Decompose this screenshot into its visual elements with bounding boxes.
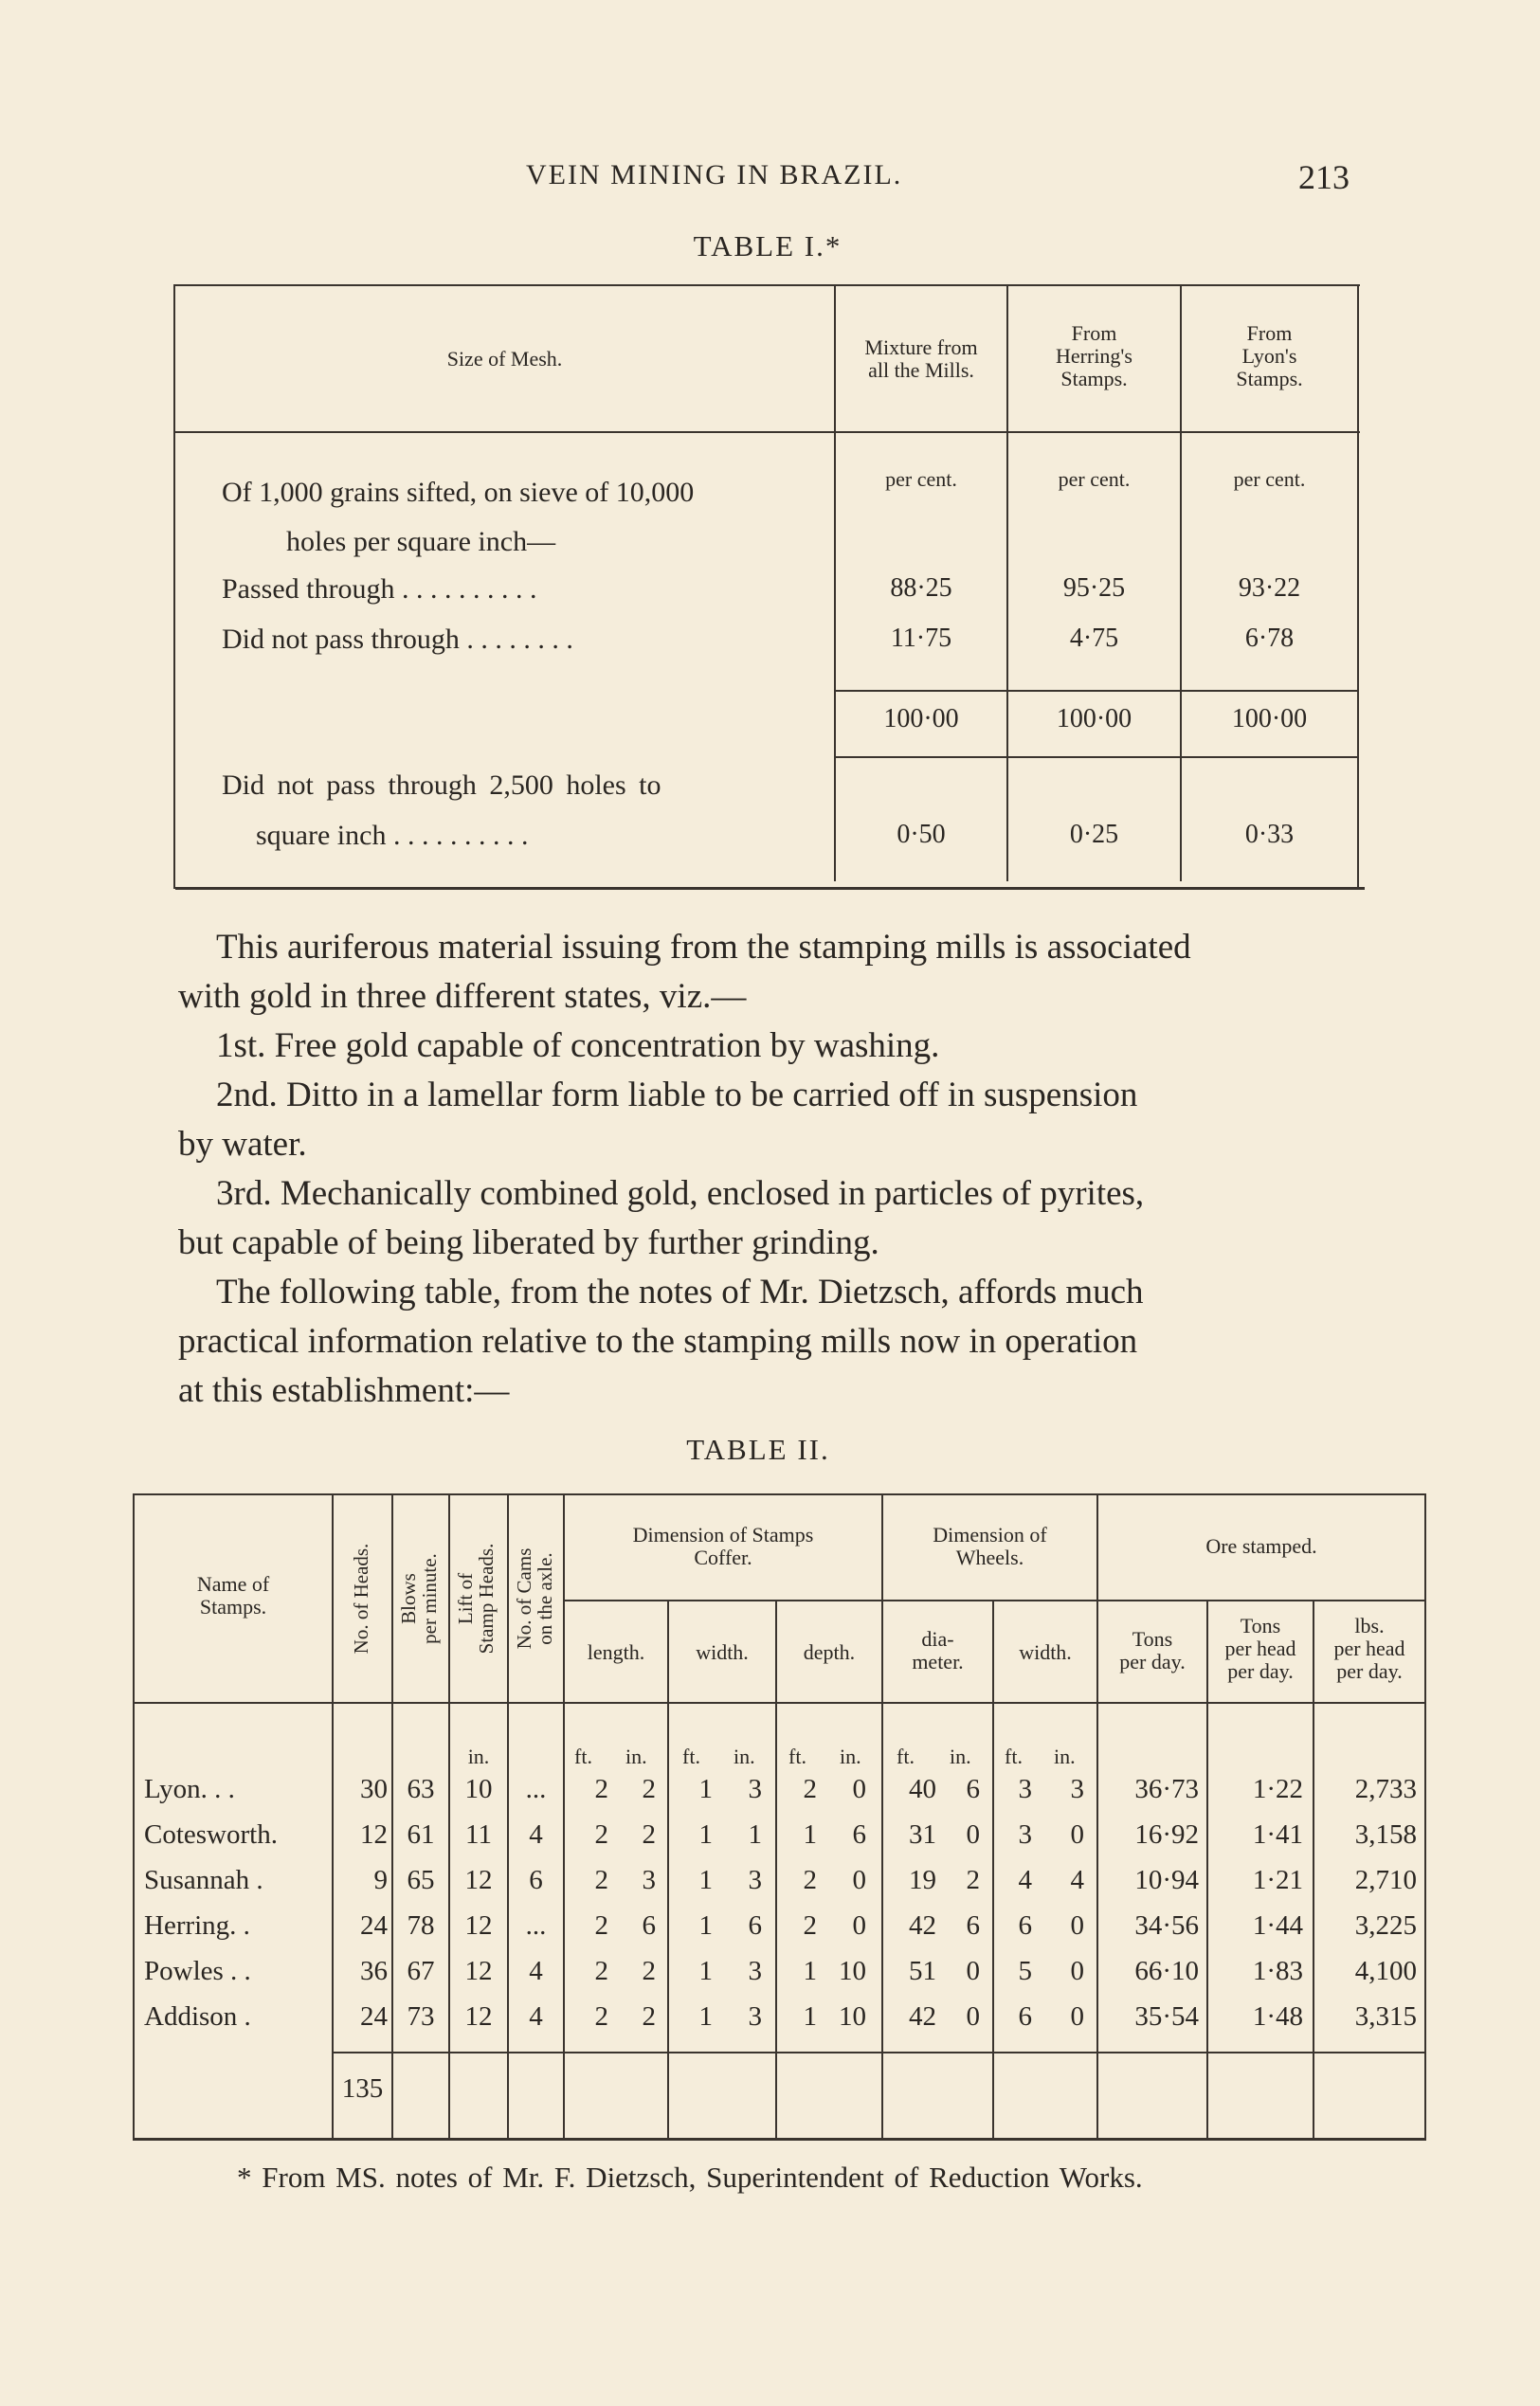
table2-cell: 0	[852, 1910, 866, 1941]
table2-header-wheel-width: width.	[1019, 1640, 1072, 1664]
table2-cell: 1·48	[1252, 2001, 1303, 2032]
table2-cell: 1	[698, 1819, 713, 1850]
table1-last-label-2: square inch . . . . . . . . . .	[256, 820, 529, 851]
header-line: all the Mills.	[868, 358, 974, 382]
table2-cell: 6	[966, 1774, 980, 1804]
table1-total: 100·00	[1231, 704, 1308, 733]
table2-cell: 3	[642, 1865, 656, 1895]
table1-unit: per cent.	[1058, 467, 1131, 491]
table2-cell: 42	[909, 1910, 936, 1941]
table2-unit-in: in.	[950, 1745, 971, 1768]
table2-cell: 3	[748, 2001, 762, 2032]
table2-cell: 24	[360, 2001, 388, 2032]
table2-cell: 65	[407, 1865, 435, 1895]
table2-cell: 5	[1018, 1956, 1032, 1986]
header-line: per minute.	[418, 1553, 441, 1644]
table1-row-label: Passed through . . . . . . . . . .	[222, 573, 537, 605]
table2-cell: 1·41	[1252, 1819, 1303, 1850]
header-line: Dimension of	[933, 1523, 1047, 1547]
table2-cell: 1	[698, 1774, 713, 1804]
table2-cell: 6	[529, 1865, 543, 1895]
table2-cell: 10·94	[1134, 1865, 1199, 1895]
table2-cell: 2	[803, 1774, 817, 1804]
table2-cell: 2	[594, 1956, 608, 1986]
table2-row-name: Addison .	[144, 2001, 251, 2032]
table1-value: 6·78	[1244, 624, 1295, 653]
header-line: From	[1246, 321, 1293, 345]
table2-cell: 2	[966, 1865, 980, 1895]
table2-header-name	[135, 1573, 332, 1619]
table2-cell: 6	[966, 1910, 980, 1941]
table2-cell: 1·83	[1252, 1956, 1303, 1986]
table2-cell: 6	[642, 1910, 656, 1941]
table2-cell: 0	[1070, 1910, 1084, 1941]
table1-header-mesh: Size of Mesh.	[446, 347, 563, 371]
table2-row-name: Susannah .	[144, 1865, 263, 1895]
table2-cell: 10	[839, 1956, 866, 1986]
table2-cell: 0	[1070, 2001, 1084, 2032]
table2-cell: 3	[1018, 1819, 1032, 1850]
header-line: Blows	[397, 1573, 420, 1624]
table2-cell: 2,710	[1354, 1865, 1417, 1895]
table2-cell: 2	[803, 1865, 817, 1895]
table1-intro-1: Of 1,000 grains sifted, on sieve of 10,000	[222, 477, 695, 508]
table2-cell: 9	[373, 1865, 388, 1895]
table2-cell: 42	[909, 2001, 936, 2032]
table1-value: 0·50	[897, 820, 946, 849]
table2-cell: 6	[1018, 1910, 1032, 1941]
table2-cell: 0	[1070, 1956, 1084, 1986]
table2-caption: TABLE II.	[686, 1433, 830, 1466]
table2-cell: 1·21	[1252, 1865, 1303, 1895]
table2-cell: 11	[465, 1819, 492, 1850]
table2-cell: 0	[852, 1865, 866, 1895]
table2-cell: 10	[839, 2001, 866, 2032]
table2-cell: 6	[852, 1819, 866, 1850]
table2-row-name: Herring. .	[144, 1910, 250, 1941]
table1-unit: per cent.	[1233, 467, 1306, 491]
table2-header-tons-per-head	[1208, 1615, 1313, 1683]
table2-cell: 51	[909, 1956, 936, 1986]
header-line: per head	[1333, 1637, 1405, 1660]
table2-cell: 2	[594, 1910, 608, 1941]
header-line: Stamps.	[1236, 367, 1303, 390]
header-line: Mixture from	[864, 335, 978, 359]
table2-cell: 2,733	[1354, 1774, 1417, 1804]
table2-cell: 2	[594, 2001, 608, 2032]
table1-value: 88·25	[890, 573, 952, 603]
table2-cell: 40	[909, 1774, 936, 1804]
table2-header-blows	[398, 1509, 440, 1689]
table2-unit-in: in.	[1054, 1745, 1076, 1768]
header-line: meter.	[912, 1650, 964, 1673]
paragraph-line: practical information relative to the stamping mills now in operation	[178, 1322, 1138, 1361]
table2-cell: 1·44	[1252, 1910, 1303, 1941]
header-line: No. of Cams	[513, 1547, 535, 1650]
table2-header-length: length.	[587, 1640, 645, 1664]
table1-unit: per cent.	[885, 467, 957, 491]
table2-unit-in: in.	[625, 1745, 647, 1768]
header-line: Stamps.	[1060, 367, 1128, 390]
table2-cell: 1	[803, 2001, 817, 2032]
table2-cell: 12	[464, 2001, 493, 2032]
table2-cell: 19	[909, 1865, 936, 1895]
table2-unit-in: in.	[840, 1745, 861, 1768]
table2-cell: 36·73	[1134, 1774, 1199, 1804]
table2-unit-ft: ft.	[897, 1745, 915, 1768]
header-line: lbs.	[1354, 1614, 1385, 1637]
table2-cell: 4,100	[1354, 1956, 1417, 1986]
table2-cell: 2	[642, 1819, 656, 1850]
table2-cell: 12	[464, 1865, 493, 1895]
paragraph-line: The following table, from the notes of Mr. Dietzsch, affords much	[216, 1273, 1144, 1312]
table2-cell: 30	[360, 1774, 388, 1804]
table2-cell: 3,158	[1354, 1819, 1417, 1850]
table2-cell: 34·56	[1134, 1910, 1199, 1941]
table1-total: 100·00	[1056, 704, 1132, 733]
table2-cell: 4	[529, 2001, 543, 2032]
table1-value: 95·25	[1062, 573, 1126, 603]
table2-cell: 3	[1018, 1774, 1032, 1804]
table2-cell: 4	[529, 1819, 543, 1850]
table2-unit-ft: ft.	[574, 1745, 592, 1768]
table2-cell: 3	[748, 1865, 762, 1895]
table2-cell: 36	[360, 1956, 388, 1986]
table2-cell: 2	[594, 1819, 608, 1850]
table2-cell: 1	[803, 1956, 817, 1986]
table2-cell: 12	[360, 1819, 388, 1850]
table1-last-label-1: Did not pass through 2,500 holes to	[222, 769, 661, 801]
paragraph-line: by water.	[178, 1125, 307, 1164]
table2-header-diameter	[883, 1628, 992, 1673]
table2-row-name: Cotesworth.	[144, 1819, 278, 1850]
table2-unit-ft: ft.	[788, 1745, 806, 1768]
table2-cell: 2	[642, 2001, 656, 2032]
table2-row-name: Powles . .	[144, 1956, 251, 1986]
table2-cell: 2	[594, 1865, 608, 1895]
table1-total: 100·00	[883, 704, 959, 733]
footnote: * From MS. notes of Mr. F. Dietzsch, Superintendent of Reduction Works.	[237, 2161, 1143, 2194]
header-line: Dimension of Stamps	[632, 1523, 814, 1547]
table2-cell: 3,225	[1354, 1910, 1417, 1941]
paragraph-line: This auriferous material issuing from the stamping mills is associated	[216, 928, 1191, 967]
table2-cell: 67	[407, 1956, 435, 1986]
running-title: VEIN MINING IN BRAZIL.	[526, 159, 903, 190]
header-line: Stamps.	[199, 1595, 267, 1619]
table2-cell: 0	[966, 2001, 980, 2032]
table2-row-name: Lyon. . .	[144, 1774, 235, 1804]
paragraph-line: with gold in three different states, viz.—	[178, 977, 747, 1016]
table2-cell: 2	[642, 1956, 656, 1986]
table2-cell: 0	[966, 1956, 980, 1986]
table2-cell: 10	[464, 1774, 493, 1804]
table2-cell: 1	[748, 1819, 762, 1850]
table1-row-label: Did not pass through . . . . . . . .	[222, 624, 573, 655]
table2-cell: 24	[360, 1910, 388, 1941]
table2-cell: 12	[464, 1910, 493, 1941]
table2-cell: 6	[748, 1910, 762, 1941]
paragraph-line: 1st. Free gold capable of concentration by washing.	[216, 1026, 940, 1065]
table2-header-depth: depth.	[803, 1640, 856, 1664]
table2-header-lbs-per-head	[1314, 1615, 1424, 1683]
table2-total-heads: 135	[341, 2073, 384, 2104]
table2-cell: 4	[1070, 1865, 1084, 1895]
table2-cell: 4	[529, 1956, 543, 1986]
header-line: per day.	[1227, 1659, 1294, 1683]
table2-cell: 6	[1018, 2001, 1032, 2032]
table2-cell: 1	[698, 1956, 713, 1986]
header-line: Stamp Heads.	[475, 1543, 498, 1655]
table2-header-coffer	[565, 1524, 881, 1569]
table2-unit-in: in.	[467, 1745, 490, 1768]
table2-cell: 66·10	[1134, 1956, 1199, 1986]
table2-cell: 78	[407, 1910, 435, 1941]
table2-cell: 1	[698, 1910, 713, 1941]
table2-cell: 12	[464, 1956, 493, 1986]
table2-cell: 16·92	[1134, 1819, 1199, 1850]
table2-unit-ft: ft.	[682, 1745, 700, 1768]
paragraph-line: at this establishment:—	[178, 1371, 510, 1410]
table2-unit-ft: ft.	[1005, 1745, 1023, 1768]
table2-cell: ...	[525, 1910, 547, 1941]
table2-header-lift	[455, 1509, 497, 1689]
header-line: per day.	[1336, 1659, 1403, 1683]
table1-value: 11·75	[890, 624, 952, 653]
table2-cell: ...	[525, 1774, 547, 1804]
table2-unit-in: in.	[734, 1745, 755, 1768]
page-number: 213	[1298, 158, 1350, 196]
table2-cell: 0	[852, 1774, 866, 1804]
header-line: Lift of	[454, 1572, 477, 1625]
header-line: From	[1071, 321, 1117, 345]
table2-cell: 2	[642, 1774, 656, 1804]
header-line: Wheels.	[955, 1546, 1024, 1569]
table2-header-ore: Ore stamped.	[1205, 1534, 1317, 1558]
header-line: Name of	[196, 1572, 270, 1596]
table1-value: 0·25	[1069, 820, 1119, 849]
table2-header-tons	[1098, 1628, 1206, 1673]
header-line: per day.	[1119, 1650, 1186, 1673]
header-line: Tons	[1132, 1627, 1173, 1651]
header-line: dia-	[921, 1627, 954, 1651]
table2-cell: 1·22	[1252, 1774, 1303, 1804]
paragraph-line: 3rd. Mechanically combined gold, enclosed in particles of pyrites,	[216, 1174, 1145, 1213]
table2-cell: 1	[803, 1819, 817, 1850]
table2-cell: 1	[698, 2001, 713, 2032]
table2-header-cams	[514, 1509, 555, 1689]
table2-cell: 2	[803, 1910, 817, 1941]
table2-header-heads: No. of Heads.	[350, 1543, 372, 1655]
table2-cell: 3	[748, 1956, 762, 1986]
table2-cell: 31	[909, 1819, 936, 1850]
header-line: Coffer.	[694, 1546, 752, 1569]
table2-cell: 4	[1018, 1865, 1032, 1895]
table2-header-width: width.	[696, 1640, 749, 1664]
header-line: per head	[1224, 1637, 1296, 1660]
table2-cell: 0	[966, 1819, 980, 1850]
table2-cell: 73	[407, 2001, 435, 2032]
table2-cell: 35·54	[1134, 2001, 1199, 2032]
table2-cell: 3	[1070, 1774, 1084, 1804]
paragraph-line: but capable of being liberated by further grinding.	[178, 1223, 879, 1262]
header-line: on the axle.	[534, 1552, 556, 1645]
paragraph-line: 2nd. Ditto in a lamellar form liable to be carried off in suspension	[216, 1076, 1138, 1114]
table2-cell: 3,315	[1354, 2001, 1417, 2032]
table2-cell: 1	[698, 1865, 713, 1895]
header-line: Herring's	[1056, 344, 1132, 368]
header-line: Lyon's	[1241, 344, 1297, 368]
table2-cell: 2	[594, 1774, 608, 1804]
table2-cell: 61	[407, 1819, 435, 1850]
table2-header-wheels	[883, 1524, 1096, 1569]
table1-value: 0·33	[1244, 820, 1295, 849]
table2-cell: 63	[407, 1774, 435, 1804]
table2-cell: 3	[748, 1774, 762, 1804]
table2-cell: 0	[1070, 1819, 1084, 1850]
table1-caption: TABLE I.*	[693, 229, 842, 262]
table1-value: 4·75	[1069, 624, 1119, 653]
header-line: Tons	[1240, 1614, 1281, 1637]
table1-intro-2: holes per square inch—	[286, 526, 556, 557]
table1-value: 93·22	[1238, 573, 1301, 603]
